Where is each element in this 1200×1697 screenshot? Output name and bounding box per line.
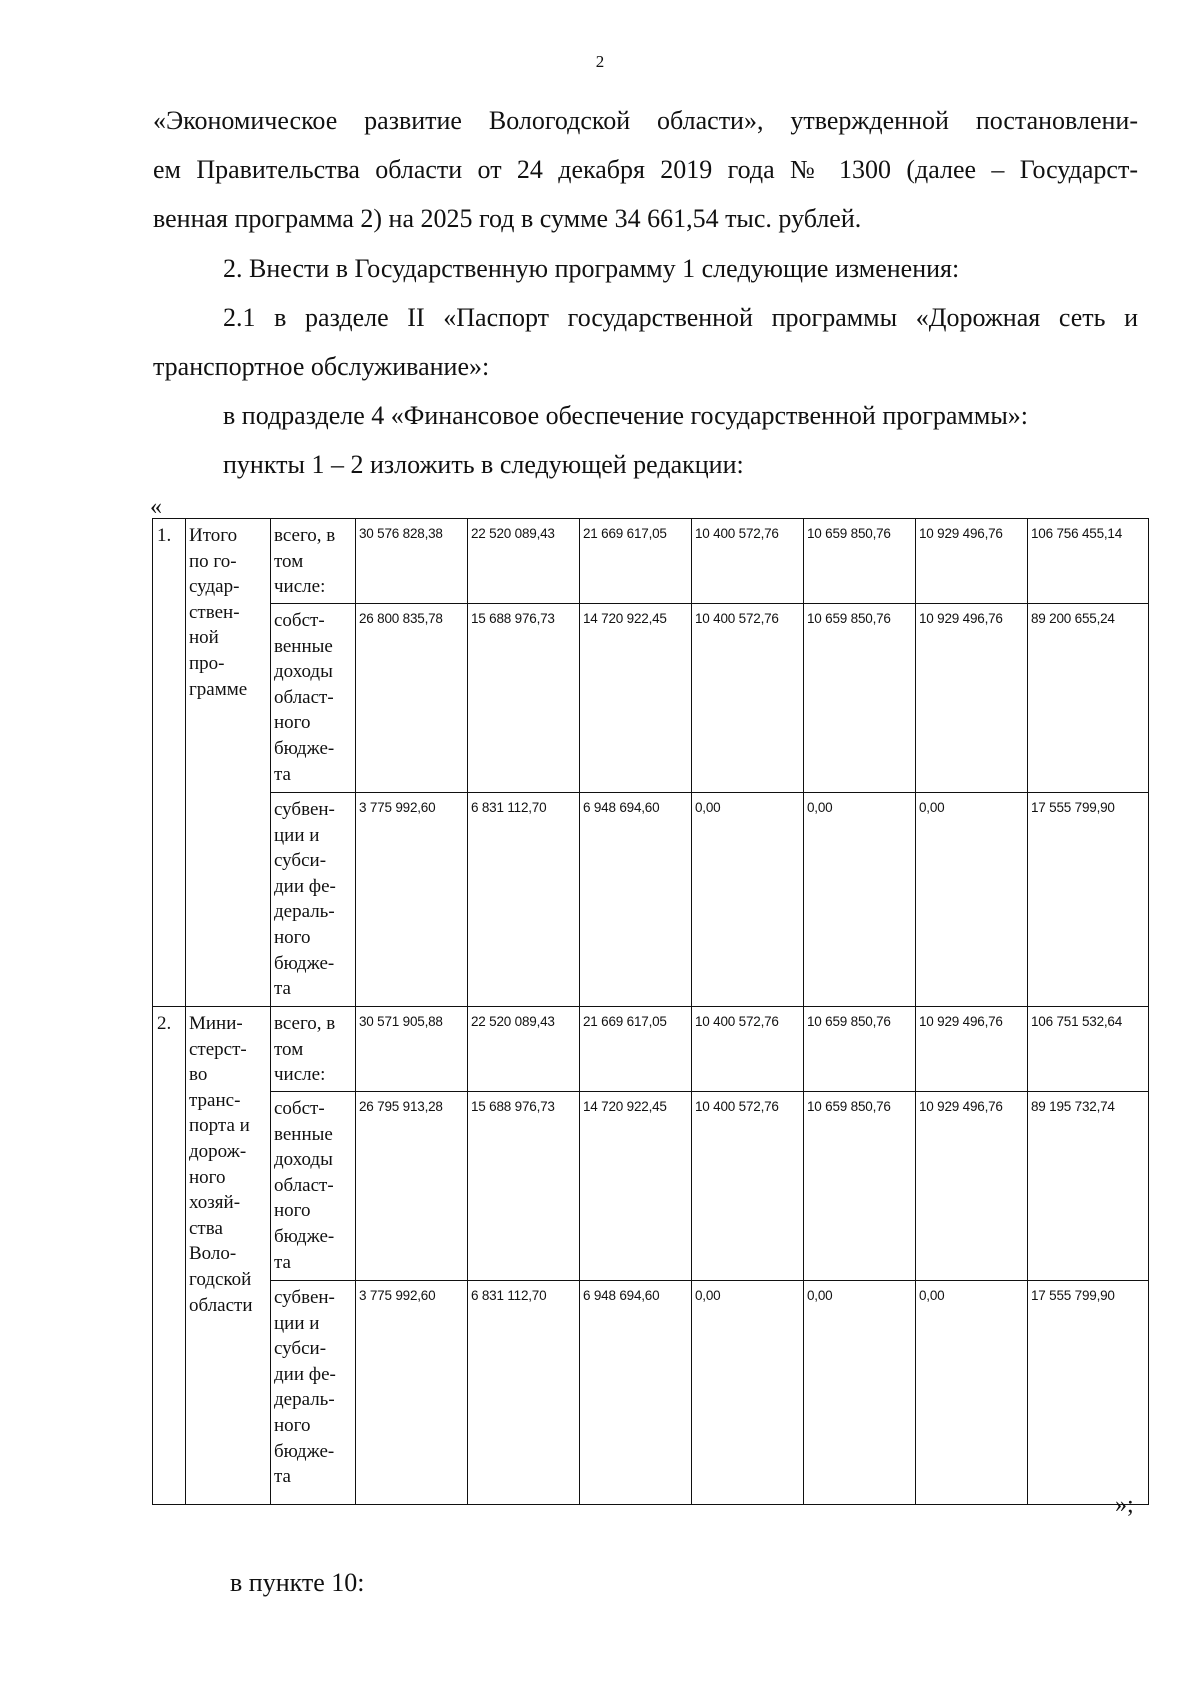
financing-table xyxy=(152,518,1149,1505)
value-cell: 10 400 572,76 xyxy=(692,1007,804,1092)
source-type-line: субси- xyxy=(274,850,327,872)
source-type-line: всего, в xyxy=(274,1013,336,1034)
row-label-line: по го- xyxy=(189,550,237,572)
value-cell: 30 576 828,38 xyxy=(356,519,468,604)
value-cell: 6 948 694,60 xyxy=(580,1281,692,1505)
value-cell: 3 775 992,60 xyxy=(356,793,468,1007)
source-type-line: том xyxy=(274,1038,304,1060)
value-cell: 15 688 976,73 xyxy=(468,1092,580,1281)
table-row xyxy=(153,604,1149,793)
row-label-line: дорож- xyxy=(189,1140,247,1162)
value-cell: 0,00 xyxy=(916,793,1028,1007)
value-cell: 0,00 xyxy=(692,1281,804,1505)
row-label xyxy=(186,519,271,1007)
value-cell: 14 720 922,45 xyxy=(580,604,692,793)
row-label-line: Воло- xyxy=(189,1243,237,1265)
value-cell: 10 659 850,76 xyxy=(804,1007,916,1092)
source-type-line: ного xyxy=(274,712,311,734)
source-type-line: бюдже- xyxy=(274,952,335,974)
value-cell: 6 831 112,70 xyxy=(468,1281,580,1505)
row-label-line: грамме xyxy=(189,678,248,700)
row-number: 1. xyxy=(153,519,186,1007)
source-type-line: венные xyxy=(274,1123,333,1145)
item-2: 2. Внести в Государственную программу 1 следующие изменения: xyxy=(223,254,960,283)
source-type-line: числе: xyxy=(274,576,326,598)
source-type-line: дераль- xyxy=(274,901,335,923)
source-type-line: доходы xyxy=(274,661,333,683)
row-label-line: судар- xyxy=(189,576,240,598)
source-type-line: та xyxy=(274,1251,291,1273)
subsection-line: в подразделе 4 «Финансовое обеспечение государственной программы»: xyxy=(223,401,1029,430)
source-type-line: дии фе- xyxy=(274,1363,336,1385)
open-quote: « xyxy=(150,494,162,520)
bottom-line: в пункте 10: xyxy=(230,1568,365,1597)
value-cell: 10 400 572,76 xyxy=(692,1092,804,1281)
source-type-line: област- xyxy=(274,1174,334,1196)
source-type-line: бюдже- xyxy=(274,1440,335,1462)
value-cell: 17 555 799,90 xyxy=(1028,1281,1149,1505)
row-number: 2. xyxy=(153,1007,186,1505)
source-type-line: том xyxy=(274,550,304,572)
points-line: пункты 1 – 2 изложить в следующей редакции: xyxy=(223,450,744,479)
source-type xyxy=(271,604,356,793)
intro-line-1: «Экономическое развитие Вологодской области», утвержденной постановлени- xyxy=(153,106,1138,135)
page-number: 2 xyxy=(595,52,605,71)
source-type-line: доходы xyxy=(274,1149,333,1171)
source-type-line: ного xyxy=(274,1200,311,1222)
intro-line-3: венная программа 2) на 2025 год в сумме 34 661,54 тыс. рублей. xyxy=(153,204,862,233)
row-label xyxy=(186,1007,271,1505)
source-type-line: субси- xyxy=(274,1338,327,1360)
value-cell: 10 659 850,76 xyxy=(804,604,916,793)
source-type-line: дии фе- xyxy=(274,875,336,897)
value-cell: 22 520 089,43 xyxy=(468,1007,580,1092)
value-cell: 0,00 xyxy=(692,793,804,1007)
value-cell: 26 800 835,78 xyxy=(356,604,468,793)
value-cell: 89 195 732,74 xyxy=(1028,1092,1149,1281)
source-type-line: субвен- xyxy=(274,1287,335,1308)
source-type-line: ции и xyxy=(274,1312,320,1334)
value-cell: 6 948 694,60 xyxy=(580,793,692,1007)
value-cell: 10 659 850,76 xyxy=(804,519,916,604)
source-type-line: ции и xyxy=(274,824,320,846)
source-type-line: бюдже- xyxy=(274,737,335,759)
source-type xyxy=(271,519,356,604)
row-label-line: области xyxy=(189,1294,253,1316)
value-cell: 106 756 455,14 xyxy=(1028,519,1149,604)
source-type-line: област- xyxy=(274,686,334,708)
source-type-line: венные xyxy=(274,635,333,657)
value-cell: 10 929 496,76 xyxy=(916,519,1028,604)
table-row xyxy=(153,1007,1149,1092)
source-type-line: та xyxy=(274,978,291,1000)
table-body xyxy=(153,519,1149,1505)
row-label-line: Итого xyxy=(189,525,238,546)
row-label-line: стерст- xyxy=(189,1038,247,1060)
value-cell: 10 929 496,76 xyxy=(916,604,1028,793)
row-label-line: Мини- xyxy=(189,1013,243,1034)
row-label-line: годской xyxy=(189,1268,252,1290)
source-type-line: бюдже- xyxy=(274,1225,335,1247)
value-cell: 10 929 496,76 xyxy=(916,1092,1028,1281)
value-cell: 22 520 089,43 xyxy=(468,519,580,604)
value-cell: 14 720 922,45 xyxy=(580,1092,692,1281)
value-cell: 0,00 xyxy=(804,1281,916,1505)
row-label-line: про- xyxy=(189,652,225,674)
value-cell: 0,00 xyxy=(804,793,916,1007)
value-cell: 89 200 655,24 xyxy=(1028,604,1149,793)
source-type xyxy=(271,1092,356,1281)
row-label-line: ной xyxy=(189,627,219,649)
value-cell: 17 555 799,90 xyxy=(1028,793,1149,1007)
row-label-line: ства xyxy=(189,1217,223,1239)
value-cell: 10 929 496,76 xyxy=(916,1007,1028,1092)
source-type-line: всего, в xyxy=(274,525,336,546)
table-row xyxy=(153,1281,1149,1505)
source-type xyxy=(271,1281,356,1505)
source-type-line: ного xyxy=(274,1414,311,1436)
intro-line-2: ем Правительства области от 24 декабря 2019 года № 1300 (далее – Государст- xyxy=(153,155,1138,184)
row-label-line: во xyxy=(189,1064,208,1086)
source-type-line: та xyxy=(274,763,291,785)
source-type-line: дераль- xyxy=(274,1389,335,1411)
row-label-line: ного xyxy=(189,1166,226,1188)
value-cell: 15 688 976,73 xyxy=(468,604,580,793)
table-row xyxy=(153,519,1149,604)
value-cell: 30 571 905,88 xyxy=(356,1007,468,1092)
value-cell: 3 775 992,60 xyxy=(356,1281,468,1505)
source-type-line: собст- xyxy=(274,610,325,631)
item-2-1-line-2: транспортное обслуживание»: xyxy=(153,352,490,381)
row-label-line: хозяй- xyxy=(189,1192,241,1214)
value-cell: 26 795 913,28 xyxy=(356,1092,468,1281)
value-cell: 10 659 850,76 xyxy=(804,1092,916,1281)
row-label-line: ствен- xyxy=(189,601,240,623)
source-type xyxy=(271,793,356,1007)
value-cell: 21 669 617,05 xyxy=(580,1007,692,1092)
source-type-line: собст- xyxy=(274,1098,325,1119)
table-row xyxy=(153,793,1149,1007)
value-cell: 0,00 xyxy=(916,1281,1028,1505)
item-2-1-line-1: 2.1 в разделе II «Паспорт государственной программы «Дорожная сеть и xyxy=(223,303,1138,332)
value-cell: 10 400 572,76 xyxy=(692,604,804,793)
source-type-line: числе: xyxy=(274,1064,326,1086)
close-quote: »; xyxy=(1115,1492,1134,1518)
source-type-line: та xyxy=(274,1466,291,1488)
table-row xyxy=(153,1092,1149,1281)
source-type-line: субвен- xyxy=(274,799,335,820)
row-label-line: транс- xyxy=(189,1089,241,1111)
row-label-line: порта и xyxy=(189,1115,250,1137)
source-type xyxy=(271,1007,356,1092)
value-cell: 10 400 572,76 xyxy=(692,519,804,604)
value-cell: 106 751 532,64 xyxy=(1028,1007,1149,1092)
value-cell: 6 831 112,70 xyxy=(468,793,580,1007)
source-type-line: ного xyxy=(274,926,311,948)
value-cell: 21 669 617,05 xyxy=(580,519,692,604)
